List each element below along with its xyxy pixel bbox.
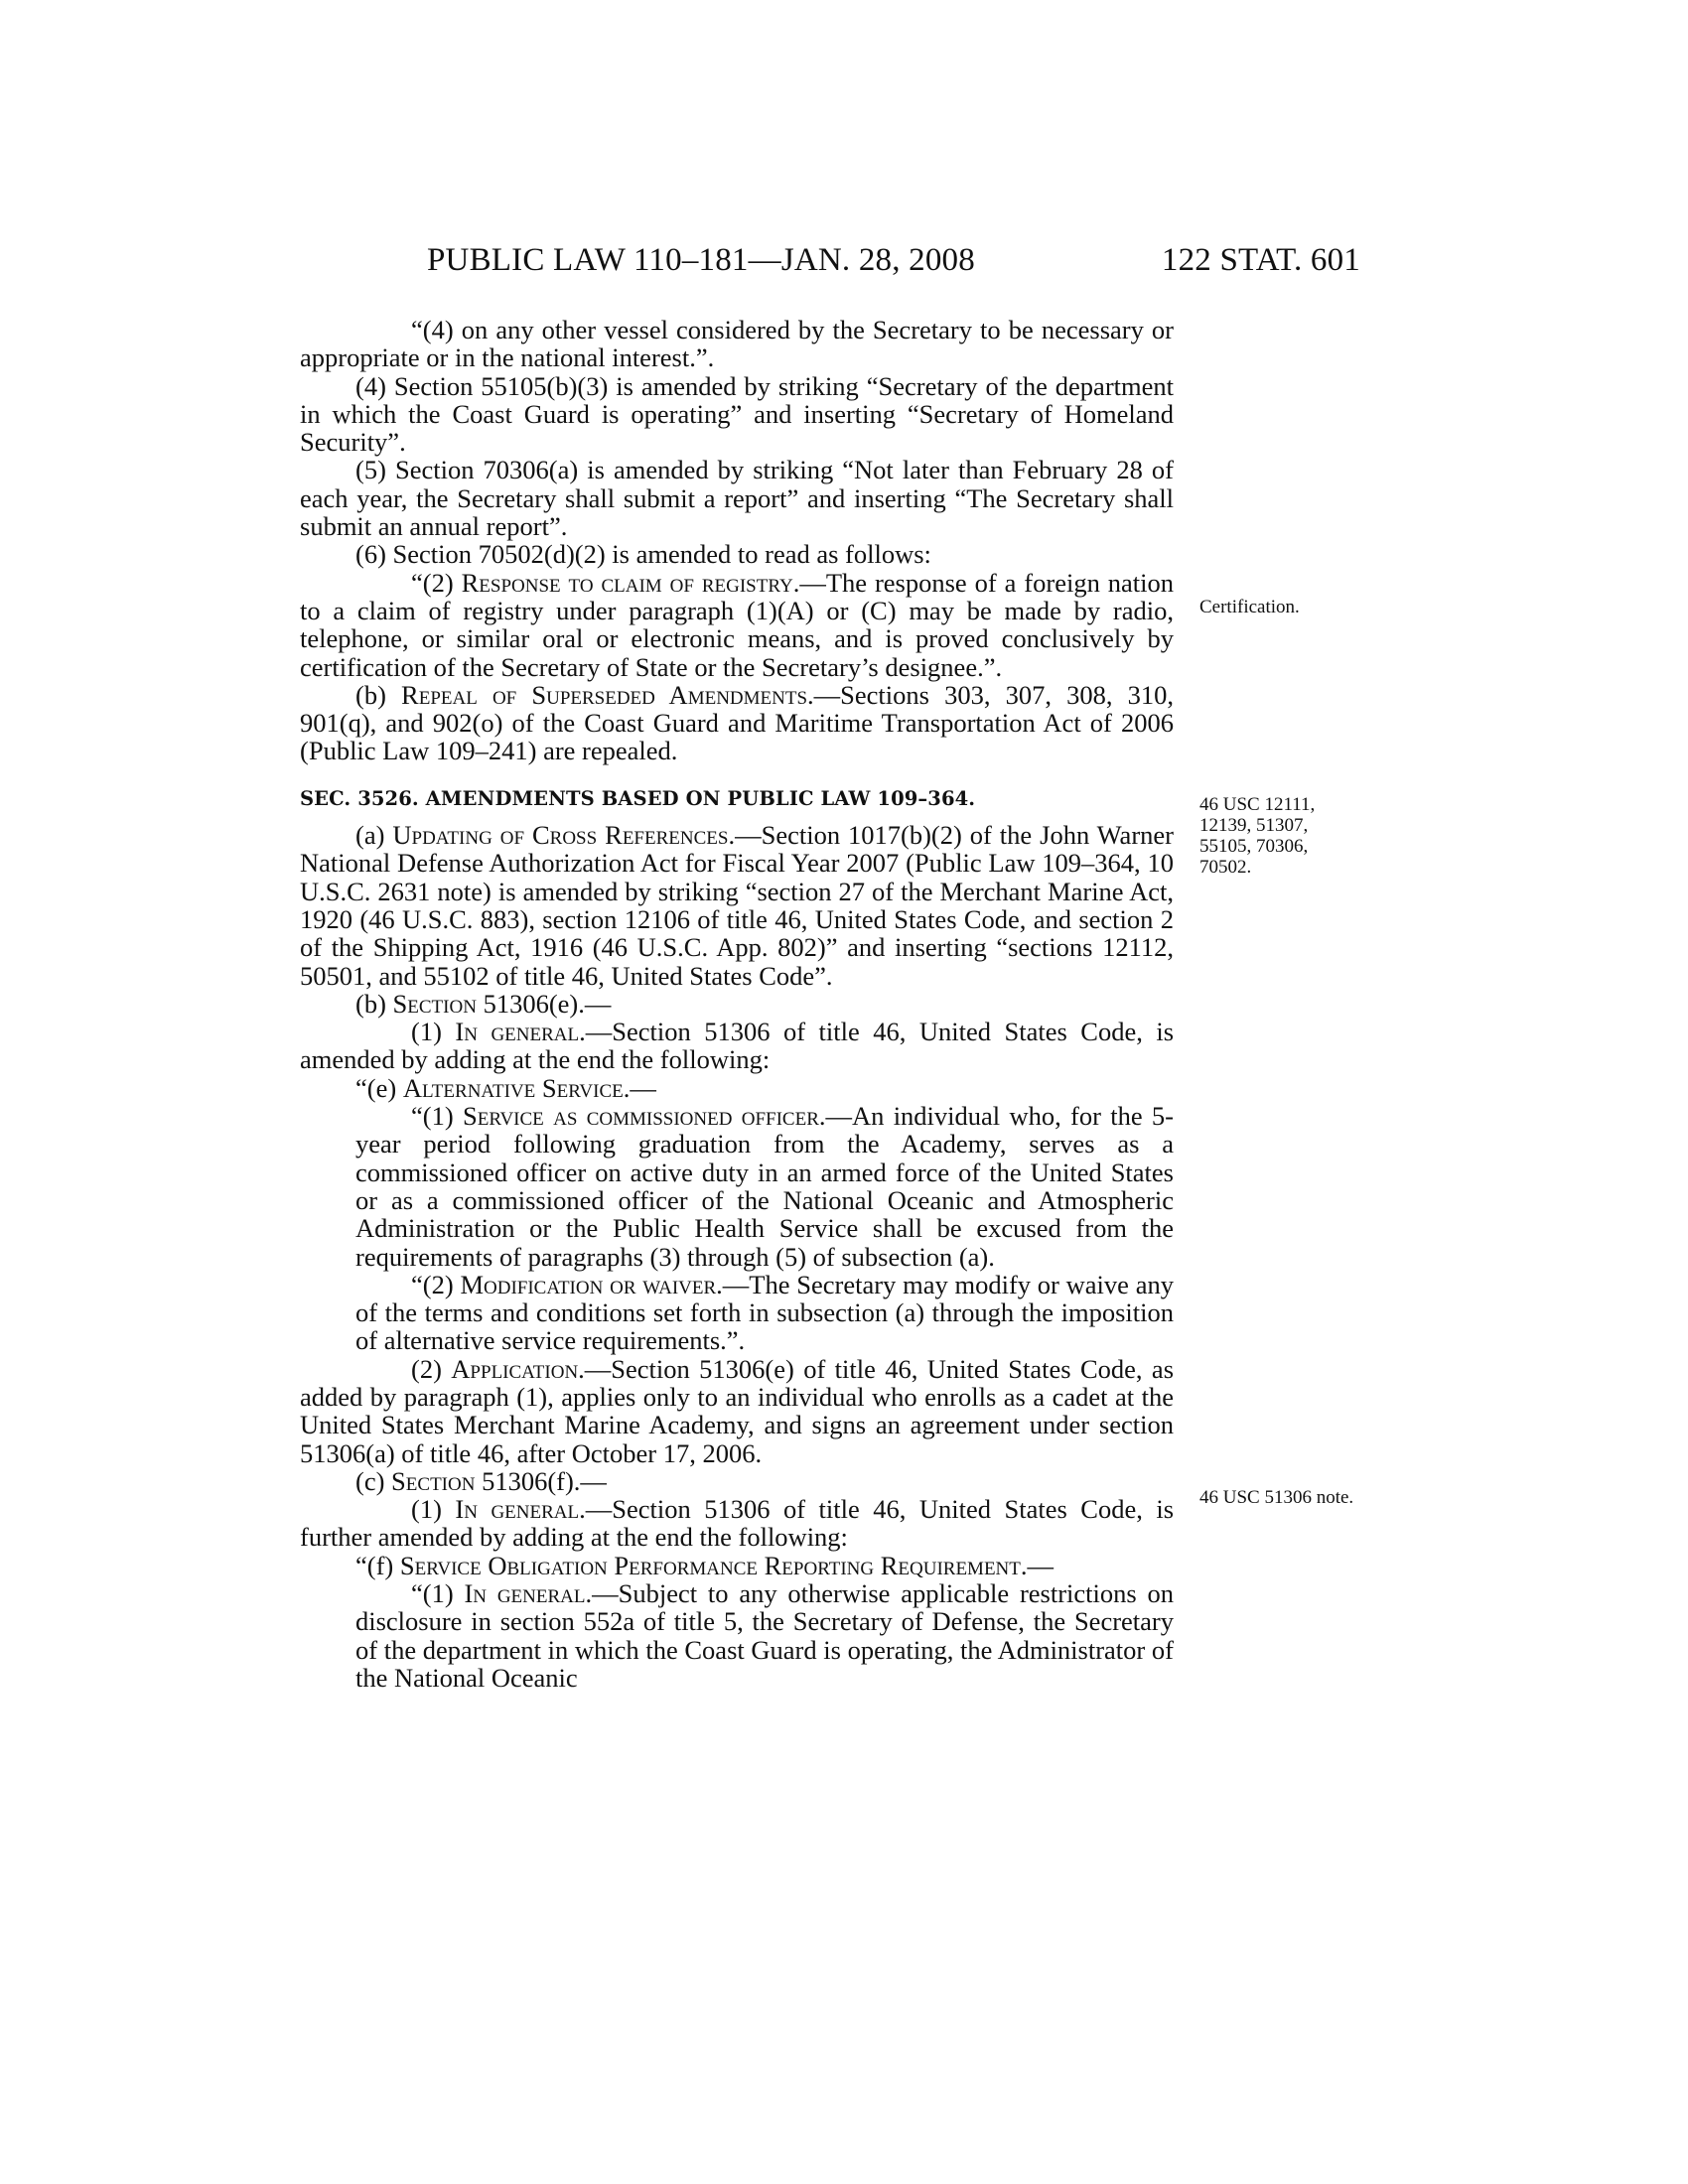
paragraph-heading: Response to claim of registry [461, 567, 793, 598]
page-header [0, 242, 1688, 292]
section-heading: SEC. 3526. AMENDMENTS BASED ON PUBLIC LAW 109–364. [300, 786, 976, 810]
paragraph: (a) Updating of Cross References.—Section 1017(b)(2) of the John Warner National Defense Authorization Act for Fiscal Year 2007 (Public Law 109–364, 10 U.S.C. 2631 note) is amended by striking “section 27 of the Merchant Marine Act, 1920 (46 U.S.C. 883), section 12106 of title 46, United States Code, and section 2 of the Shipping Act, 1916 (46 U.S.C. App. 802)” and inserting “sections 12112, 50501, and 55102 of title 46, United States Code”. [300, 820, 1174, 991]
paragraph-heading: Section [391, 1465, 476, 1496]
paragraph: “(f) Service Obligation Performance Reporting Requirement.— [355, 1550, 1055, 1580]
paragraph: (b) Repeal of Superseded Amendments.—Sections 303, 307, 308, 310, 901(q), and 902(o) of the Coast Guard and Maritime Transportation Act of 2006 (Public Law 109–241) are repealed. [300, 679, 1174, 766]
paragraph: (1) In general.—Section 51306 of title 46, United States Code, is further amended by adding at the end the following: [300, 1494, 1175, 1553]
paragraph-heading: Section [392, 988, 477, 1019]
paragraph: “(e) Alternative Service.— [355, 1072, 656, 1103]
margin-note-usc-note: 46 USC 51306 note. [1199, 1487, 1354, 1508]
paragraph: “(2) Modification or waiver.—The Secretary may modify or waive any of the terms and conditions set forth in subsection (a) through the imposition of alternative service requirements.”. [355, 1269, 1174, 1356]
paragraph-heading: In general [455, 1017, 580, 1047]
paragraph: (6) Section 70502(d)(2) is amended to read as follows: [355, 539, 931, 570]
margin-note-certification: Certification. [1199, 597, 1300, 617]
paragraph-heading: Updating of Cross References [392, 820, 729, 851]
paragraph-heading: Service as commissioned officer [462, 1101, 819, 1132]
paragraph: (5) Section 70306(a) is amended by striking “Not later than February 28 of each year, the Secretary shall submit a report” and inserting “The Secretary shall submit an annual report”. [300, 455, 1174, 542]
paragraph-heading: Alternative Service [402, 1072, 624, 1103]
paragraph-heading: Application [451, 1353, 579, 1384]
paragraph: (c) Section 51306(f).— [355, 1465, 607, 1496]
paragraph: “(4) on any other vessel considered by the Secretary to be necessary or appropriate or in the national interest.”. [300, 315, 1174, 373]
body-text [300, 316, 1174, 1692]
page-number: 122 STAT. 601 [1161, 242, 1360, 278]
paragraph: “(2) Response to claim of registry.—The response of a foreign nation to a claim of registry under paragraph (1)(A) or (C) may be made by radio, telephone, or similar oral or electronic means, and is proved conclusively by certification of the Secretary of State or the Secretary’s designee.”. [300, 567, 1174, 682]
paragraph: (b) Section 51306(e).— [355, 988, 612, 1019]
paragraph: (1) In general.—Section 51306 of title 46, United States Code, is amended by adding at the end the following: [300, 1017, 1175, 1075]
paragraph: (2) Application.—Section 51306(e) of title 46, United States Code, as added by paragraph (1), applies only to an individual who enrolls as a cadet at the United States Merchant Marine Academy, and signs an agreement under section 51306(a) of title 46, after October 17, 2006. [300, 1353, 1175, 1468]
paragraph-heading: Repeal of Superseded Amendments [401, 679, 808, 710]
paragraph: “(1) Service as commissioned officer.—An individual who, for the 5-year period following graduation from the Academy, serves as a commissioned officer on active duty in an armed force of the United States or as a commissioned officer of the National Oceanic and Atmospheric Administration or the Public Health Service shall be excused from the requirements of paragraphs (3) through (5) of subsection (a). [355, 1101, 1174, 1272]
margin-note-usc-citation: 46 USC 12111, 12139, 51307, 55105, 70306, 70502. [1199, 794, 1316, 878]
paragraph-heading: In general [455, 1494, 580, 1525]
paragraph-heading: Service Obligation Performance Reporting Requirement [399, 1550, 1021, 1580]
paragraph: “(1) In general.—Subject to any otherwise applicable restrictions on disclosure in section 552a of title 5, the Secretary of Defense, the Secretary of the department in which the Coast Guard is operating, the Administrator of the National Oceanic [355, 1578, 1174, 1693]
paragraph-heading: In general [464, 1578, 586, 1609]
page-title: PUBLIC LAW 110–181—JAN. 28, 2008 [427, 242, 975, 278]
paragraph: (4) Section 55105(b)(3) is amended by striking “Secretary of the department in which the Coast Guard is operating” and inserting “Secretary of Homeland Security”. [300, 370, 1174, 458]
paragraph-heading: Modification or waiver [460, 1269, 717, 1299]
